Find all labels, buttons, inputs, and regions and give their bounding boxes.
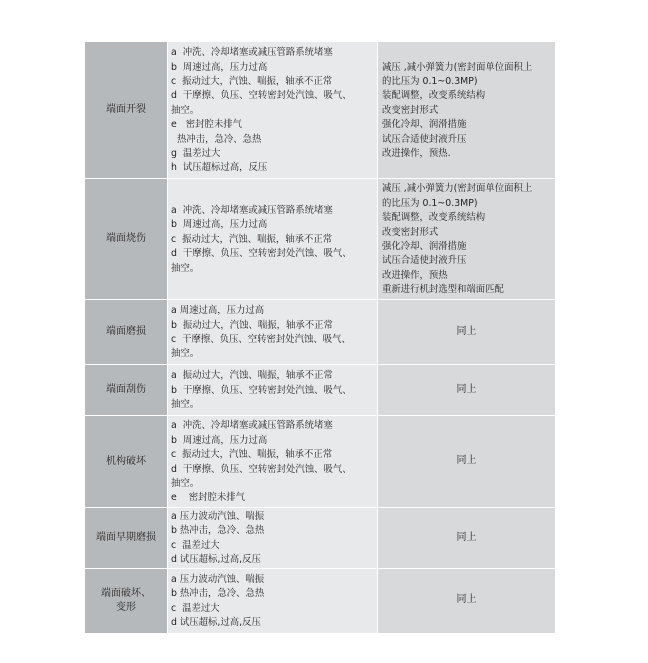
cause-cell [168, 42, 378, 179]
table-row [85, 179, 556, 300]
remedy-cell [378, 42, 556, 179]
remedy-line: 试压合适使封液升压 [382, 133, 467, 145]
table-row [85, 568, 556, 633]
failure-mode-cell [85, 179, 168, 300]
remedy-line: 减压 ,减小弹簧力(密封面单位面积上 [382, 61, 533, 73]
cause-cell [168, 179, 378, 300]
remedy-cell [378, 365, 556, 416]
table-row [85, 416, 556, 508]
cause-line: b 周速过高，压力过高 [171, 219, 268, 231]
cause-line: a 压力波动汽蚀、喘振 [171, 573, 265, 585]
remedy-line: 改进操作，预热 [382, 269, 448, 281]
failure-mode-label [106, 383, 146, 397]
remedy-line: 减压 ,减小弹簧力(密封面单位面积上 [382, 183, 533, 195]
remedy-line: 强化冷却、润滑措施 [382, 119, 467, 131]
cause-cell [168, 300, 378, 365]
cause-line: c 温差过大 [171, 539, 220, 551]
remedy-cell [378, 416, 556, 508]
remedy-cell [378, 179, 556, 300]
remedy-line: 强化冷却、润滑措施 [382, 241, 467, 252]
remedy-line: 改进操作，预热. [382, 148, 451, 160]
cause-line: c 振动过大，汽蚀、喘振，轴承不正常 [171, 75, 333, 87]
cause-line: b 热冲击，急冷、急热 [171, 588, 265, 600]
seal-fault-table [84, 41, 556, 634]
failure-mode-label [106, 325, 146, 339]
cause-line: c 振动过大，汽蚀、喘振，轴承不正常 [171, 233, 333, 245]
failure-mode-label [106, 103, 146, 117]
same-as-above-text: 同上 [456, 531, 477, 543]
same-as-above-text: 同上 [456, 594, 477, 606]
failure-mode-cell [85, 300, 168, 365]
cause-line: d 试压超标,过高,反压 [171, 554, 261, 566]
cause-line: b 周速过高，压力过高 [171, 434, 268, 446]
cause-line: a 周速过高，压力过高 [171, 305, 265, 317]
failure-mode-line: 端面破坏、 [101, 587, 151, 599]
failure-mode-cell [85, 365, 168, 416]
remedy-line: 装配调整，改变系统结构 [382, 212, 486, 224]
cause-line: d 干摩擦、负压、空转密封处汽蚀、吸气、 [171, 248, 352, 260]
same-as-above-text: 同上 [456, 383, 477, 395]
cause-line: 抽空。 [171, 348, 200, 360]
remedy-line: 改变密封形式 [382, 104, 439, 116]
failure-mode-line: 端面开裂 [106, 104, 146, 115]
cause-line: d 试压超标,过高,反压 [171, 617, 261, 629]
cause-line: b 周速过高，压力过高 [171, 61, 268, 73]
cause-line: 抽空。 [171, 477, 200, 489]
cause-line: 热冲击，急冷、急热 [171, 133, 262, 145]
cause-line: 抽空。 [171, 399, 200, 411]
failure-mode-label [101, 587, 151, 615]
failure-mode-line: 端面烧伤 [106, 233, 146, 244]
cause-line: a 冲洗、冷却堵塞或减压管路系统堵塞 [171, 47, 333, 59]
remedy-line: 试压合适使封液升压 [382, 255, 467, 267]
failure-mode-label [106, 232, 146, 246]
failure-mode-cell [85, 416, 168, 508]
failure-mode-label [106, 455, 146, 469]
cause-cell [168, 508, 378, 569]
failure-mode-cell [85, 568, 168, 633]
cause-line: 抽空。 [171, 104, 200, 116]
failure-mode-line: 端面磨损 [106, 326, 146, 337]
cause-line: b 振动过大，汽蚀、喘振，轴承不正常 [171, 319, 333, 331]
cause-cell [168, 416, 378, 508]
failure-mode-line: 端面早期磨损 [96, 531, 156, 543]
cause-line: a 振动过大，汽蚀、喘振，轴承不正常 [171, 370, 333, 382]
table-row [85, 42, 556, 179]
cause-line: b 干摩擦、负压、空转密封处汽蚀、吸气、 [171, 384, 352, 396]
cause-cell [168, 568, 378, 633]
cause-line: c 温差过大 [171, 602, 220, 614]
cause-line: g 温差过大 [171, 148, 221, 160]
cause-line: b 热冲击，急冷、急热 [171, 525, 265, 537]
cause-line: a 冲洗、冷却堵塞或减压管路系统堵塞 [171, 420, 333, 432]
remedy-line: 的比压为 0.1~0.3MP) [382, 197, 478, 209]
failure-mode-cell [85, 508, 168, 569]
fault-table-body [85, 42, 556, 634]
failure-mode-cell [85, 42, 168, 179]
cause-line: h 试压超标过高，反压 [171, 162, 268, 174]
failure-mode-line: 机构破坏 [106, 455, 146, 467]
same-as-above-text: 同上 [456, 455, 477, 467]
cause-line: d 干摩擦、负压、空转密封处汽蚀、吸气、 [171, 90, 352, 102]
remedy-line: 改变密封形式 [382, 226, 439, 238]
table-row [85, 300, 556, 365]
failure-mode-line: 变形 [116, 601, 136, 613]
same-as-above-text: 同上 [456, 325, 477, 337]
remedy-cell [378, 508, 556, 569]
cause-line: 抽空。 [171, 262, 200, 274]
remedy-line: 装配调整，改变系统结构 [382, 90, 486, 102]
remedy-cell [378, 568, 556, 633]
failure-mode-label [96, 531, 156, 545]
cause-line: a 压力波动汽蚀、喘振 [171, 511, 265, 522]
table-row [85, 508, 556, 569]
remedy-cell [378, 300, 556, 365]
cause-line: a 冲洗、冷却堵塞或减压管路系统堵塞 [171, 204, 333, 216]
cause-line: c 振动过大，汽蚀、喘振，轴承不正常 [171, 449, 333, 461]
cause-cell [168, 365, 378, 416]
cause-line: e 密封腔未排气 [171, 492, 245, 504]
table-row [85, 365, 556, 416]
cause-line: c 干摩擦、负压、空转密封处汽蚀、吸气、 [171, 334, 351, 345]
remedy-line: 的比压为 0.1~0.3MP) [382, 75, 478, 87]
cause-line: e 密封腔未排气 [171, 119, 242, 131]
remedy-line: 重新进行机封选型和端面匹配 [382, 284, 504, 296]
failure-mode-line: 端面刮伤 [106, 384, 146, 395]
cause-line: d 干摩擦、负压、空转密封处汽蚀、吸气、 [171, 463, 352, 475]
